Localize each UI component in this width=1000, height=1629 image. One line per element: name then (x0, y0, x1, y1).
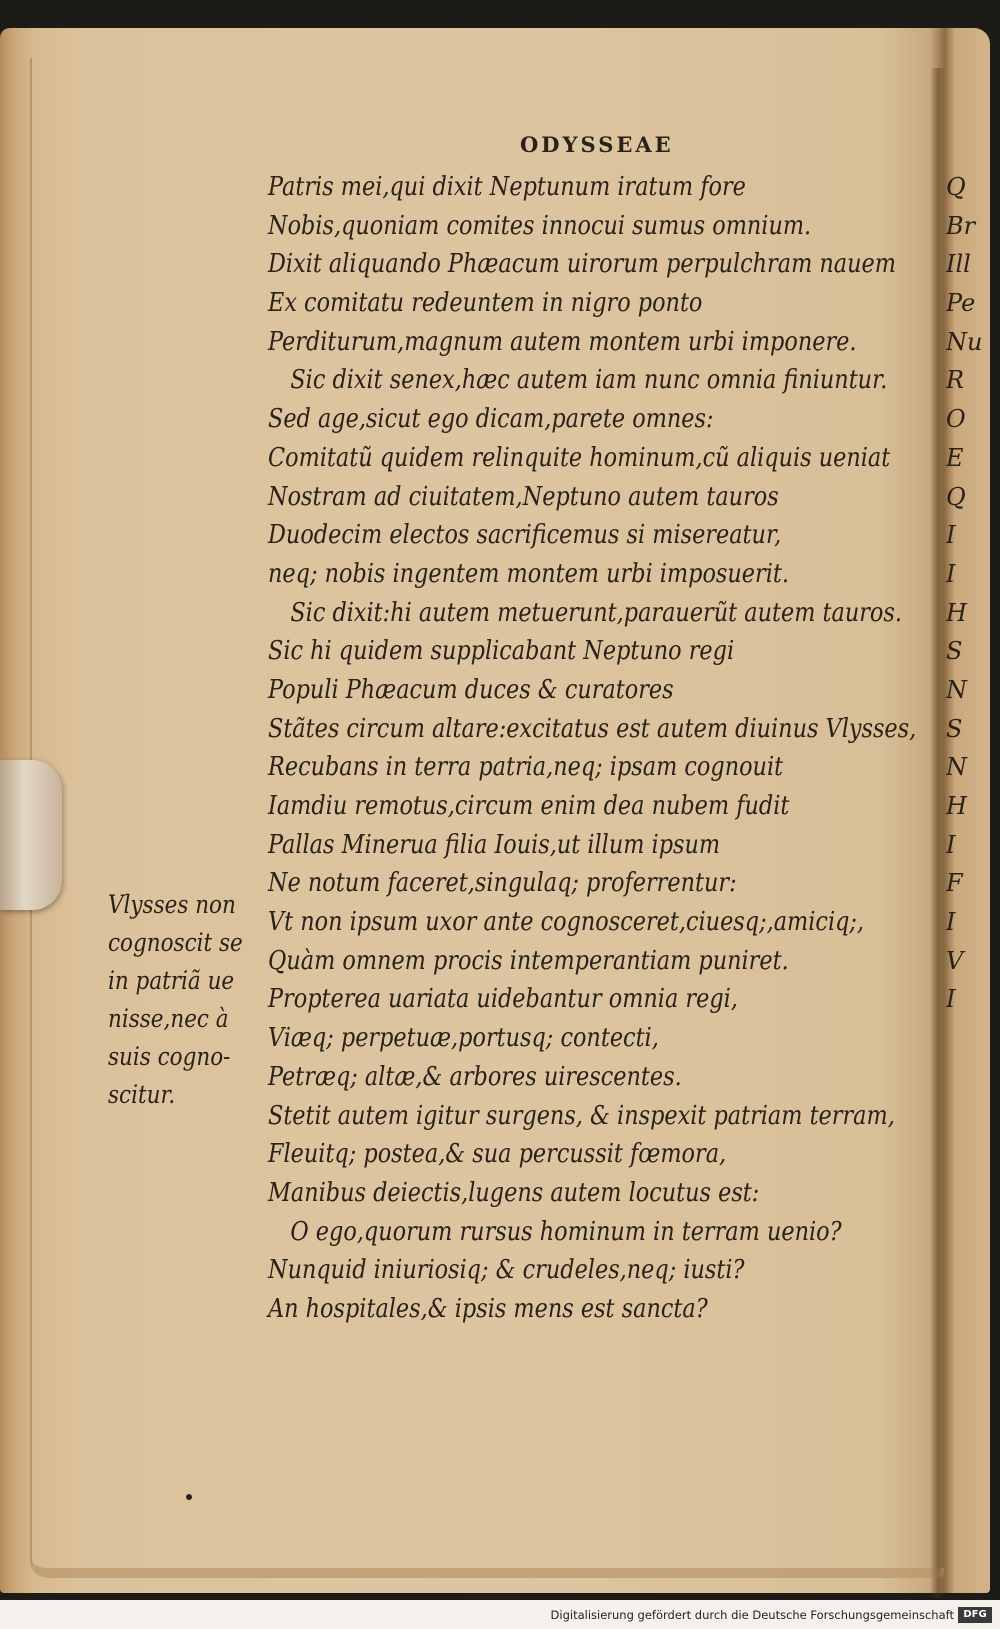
verse-line: Manibus deiectis,lugens autem locutus est: (268, 1177, 760, 1208)
facing-page-fragment: N (946, 753, 967, 782)
verse-line: Quàm omnem procis intemperantiam puniret. (268, 945, 789, 976)
verse-line: Perditurum,magnum autem montem urbi imponere. (268, 326, 857, 357)
margin-note (108, 886, 273, 1114)
verse-line: Iamdiu remotus,circum enim dea nubem fudit (268, 791, 790, 821)
verse-line: An hospitales,& ipsis mens est sancta? (268, 1293, 708, 1324)
book-gutter (930, 68, 946, 1598)
verse-line: Duodecim electos sacrificemus si misereatur, (268, 520, 782, 551)
verse-line: Sic dixit:hi autem metuerunt,parauerũt autem tauros. (290, 597, 902, 628)
verse-line: neq; nobis ingentem montem urbi imposuerit. (268, 558, 789, 589)
verse-line: O ego,quorum rursus hominum in terram uenio? (290, 1216, 842, 1247)
facing-page-fragment: F (946, 869, 963, 898)
margin-note-line: nisse,nec à (108, 1004, 229, 1033)
verse-line: Vt non ipsum uxor ante cognosceret,ciuesq;,amiciq;, (268, 907, 865, 938)
facing-page-fragment: Q (946, 173, 966, 201)
verse-line: Pallas Minerua filia Iouis,ut illum ipsum (268, 829, 721, 860)
verse-line: Nobis,quoniam comites innocui sumus omnium. (268, 210, 812, 241)
margin-note-line: Vlysses non (108, 890, 236, 919)
facing-page-fragment: S (946, 637, 963, 666)
margin-note-line: scitur. (108, 1080, 176, 1109)
margin-note-line: cognoscit se (108, 928, 243, 957)
verse-line: Fleuitq; postea,& sua percussit fœmora, (268, 1139, 727, 1170)
verse-line: Petræq; altæ,& arbores uirescentes. (268, 1061, 682, 1092)
verse-line: Nunquid iniuriosiq; & crudeles,neq; iusti? (268, 1255, 745, 1286)
facing-page-fragment: R (946, 366, 965, 395)
footer-credit: Digitalisierung gefördert durch die Deutsche Forschungsgemeinschaft (550, 1608, 954, 1622)
facing-page-fragment: I (946, 521, 956, 550)
facing-page-fragment: S (946, 714, 963, 743)
verse-line: Ne notum faceret,singulaq; proferrentur: (268, 868, 737, 899)
verse-line: Sic hi quidem supplicabant Neptuno regi (268, 636, 735, 667)
verse-line: Patris mei,qui dixit Neptunum iratum fore (268, 172, 746, 202)
verse-line: Comitatũ quidem relinquite hominum,cũ aliquis ueniat (268, 442, 891, 473)
ink-dot (186, 1494, 192, 1500)
facing-page-fragment: Ill (946, 250, 971, 279)
facing-page-fragment: O (946, 405, 966, 434)
facing-page-fragment: H (946, 792, 967, 820)
running-head: ODYSSEAE (520, 132, 674, 157)
verse-line: Propterea uariata uidebantur omnia regi, (268, 984, 738, 1015)
facing-page-fragment: I (946, 985, 956, 1014)
facing-page-fragment: I (946, 908, 956, 937)
facing-page-fragment: Pe (946, 289, 976, 318)
verse-line: Stetit autem igitur surgens, & inspexit patriam terram, (268, 1100, 895, 1131)
verse-line: Stãtes circum altare:excitatus est autem diuinus Vlysses, (268, 713, 917, 744)
facing-page-fragment: I (946, 830, 956, 859)
facing-page-fragment: Nu (946, 327, 983, 356)
verse-line: Viæq; perpetuæ,portusq; contecti, (268, 1023, 659, 1054)
facing-page-fragment: H (946, 598, 967, 627)
verse-line: Recubans in terra patria,neq; ipsam cognouit (268, 752, 784, 783)
facing-page-fragment: I (946, 559, 956, 588)
facing-page-fragment: Q (946, 482, 966, 511)
dfg-logo: DFG (958, 1607, 992, 1623)
digitization-footer (0, 1604, 1000, 1629)
verse-text (268, 168, 928, 1329)
verse-line: Ex comitatu redeuntem in nigro ponto (268, 288, 703, 319)
facing-page-fragment: N (946, 675, 967, 704)
verse-line: Populi Phæacum duces & curatores (268, 674, 674, 705)
facing-page-fragment: E (946, 443, 964, 472)
facing-page-fragment: V (946, 946, 964, 975)
facing-page-fragment: Br (946, 211, 976, 240)
margin-note-line: in patriã ue (108, 966, 235, 995)
verse-line: Sed age,sicut ego dicam,parete omnes: (268, 404, 714, 435)
margin-note-line: suis cogno- (108, 1042, 231, 1071)
verse-line: Nostram ad ciuitatem,Neptuno autem tauros (268, 481, 779, 512)
verse-line: Dixit aliquando Phæacum uirorum perpulchram nauem (268, 249, 896, 280)
verse-line: Sic dixit senex,hæc autem iam nunc omnia finiuntur. (290, 365, 888, 396)
page-clip (0, 760, 62, 910)
facing-page-fragments (946, 168, 990, 1019)
